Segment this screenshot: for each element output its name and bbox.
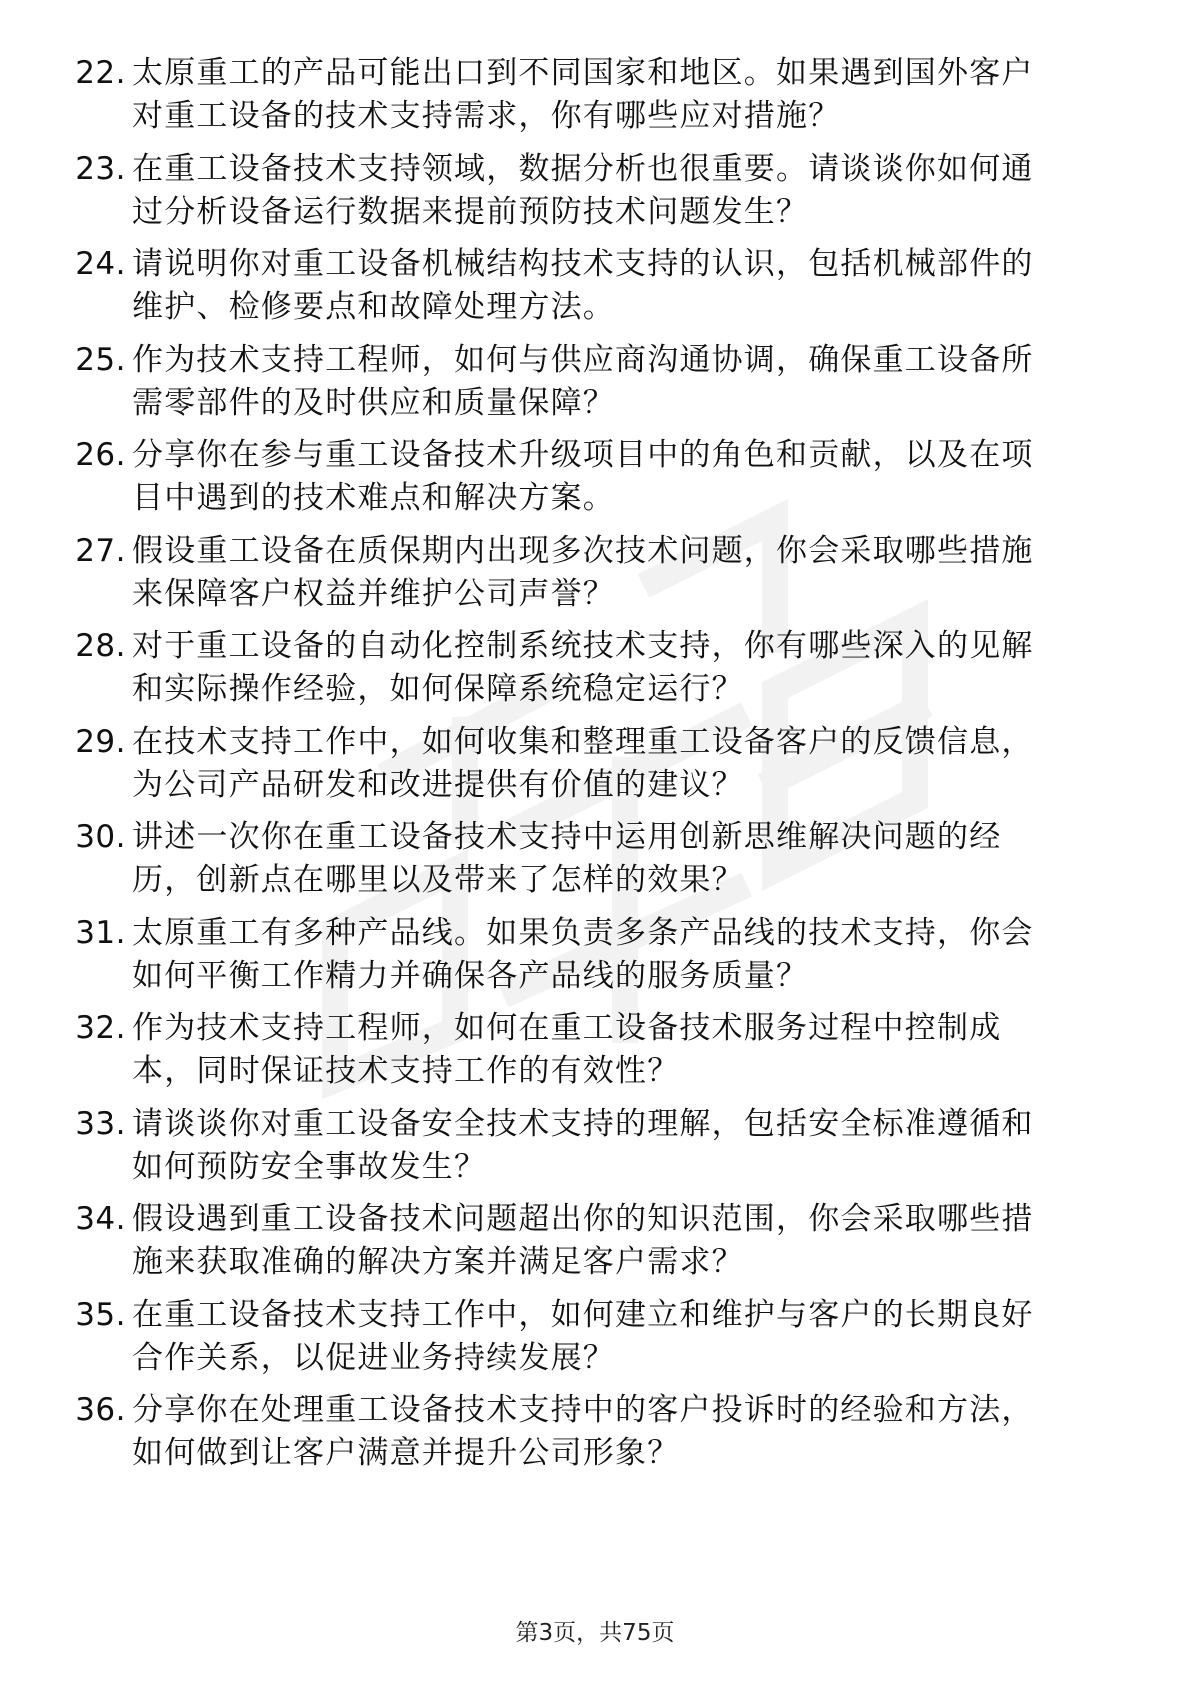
question-text: 讲述一次你在重工设备技术支持中运用创新思维解决问题的经 历，创新点在哪里以及带来了怎样的效果？ [132, 819, 1002, 898]
page-number-footer: 第3页，共75页 [515, 1620, 675, 1646]
question-item-31 [60, 912, 1130, 1008]
question-text: 分享你在参与重工设备技术升级项目中的角色和贡献，以及在项 目中遇到的技术难点和解决方案。 [132, 437, 1034, 516]
question-number: 26. [75, 437, 126, 473]
question-number: 31. [75, 914, 126, 951]
question-text: 请谈谈你对重工设备安全技术支持的理解，包括安全标准遵循和 如何预防安全事故发生？ [132, 1105, 1034, 1185]
question-item-36 [60, 1389, 1130, 1485]
question-item-26 [60, 434, 1130, 530]
question-item-30 [60, 816, 1130, 912]
question-number: 30. [75, 819, 126, 855]
question-number: 32. [75, 1010, 126, 1046]
question-item-23 [60, 148, 1130, 244]
question-number: 29. [75, 723, 126, 760]
question-item-35 [60, 1294, 1130, 1390]
question-number: 28. [75, 628, 126, 664]
question-number: 27. [75, 532, 126, 569]
question-text: 太原重工有多种产品线。如果负责多条产品线的技术支持，你会 如何平衡工作精力并确保各产品线的服务质量？ [132, 914, 1034, 994]
question-number: 22. [75, 55, 126, 91]
question-text: 请说明你对重工设备机械结构技术支持的认识，包括机械部件的 维护、检修要点和故障处理方法。 [132, 246, 1034, 325]
question-text: 假设重工设备在质保期内出现多次技术问题，你会采取哪些措施 来保障客户权益并维护公司声誉？ [132, 532, 1034, 612]
question-text: 分享你在处理重工设备技术支持中的客户投诉时的经验和方法， 如何做到让客户满意并提升公司形象？ [132, 1392, 1034, 1471]
question-item-27 [60, 530, 1130, 626]
question-number: 25. [75, 341, 126, 378]
question-number: 33. [75, 1105, 126, 1142]
question-text: 作为技术支持工程师，如何在重工设备技术服务过程中控制成 本，同时保证技术支持工作的有效性？ [132, 1010, 1002, 1089]
question-text: 作为技术支持工程师，如何与供应商沟通协调，确保重工设备所 需零部件的及时供应和质量保障？ [132, 341, 1034, 421]
question-number: 36. [75, 1392, 126, 1428]
question-item-22 [60, 52, 1130, 148]
question-number: 34. [75, 1201, 126, 1237]
question-item-28 [60, 625, 1130, 721]
question-item-25 [60, 339, 1130, 435]
question-text: 太原重工的产品可能出口到不同国家和地区。如果遇到国外客户 对重工设备的技术支持需求，你有哪些应对措施？ [132, 55, 1034, 134]
question-item-29 [60, 721, 1130, 817]
question-item-32 [60, 1007, 1130, 1103]
question-list [60, 52, 1130, 1485]
question-item-34 [60, 1198, 1130, 1294]
question-number: 35. [75, 1296, 126, 1333]
question-text: 在重工设备技术支持领域，数据分析也很重要。请谈谈你如何通 过分析设备运行数据来提前预防技术问题发生？ [132, 150, 1034, 230]
question-text: 假设遇到重工设备技术问题超出你的知识范围，你会采取哪些措 施来获取准确的解决方案并满足客户需求？ [132, 1201, 1034, 1280]
question-text: 在重工设备技术支持工作中，如何建立和维护与客户的长期良好 合作关系，以促进业务持续发展？ [132, 1296, 1034, 1376]
question-number: 24. [75, 246, 126, 282]
question-number: 23. [75, 150, 126, 187]
question-text: 对于重工设备的自动化控制系统技术支持，你有哪些深入的见解 和实际操作经验，如何保障系统稳定运行？ [132, 628, 1034, 707]
question-item-24 [60, 243, 1130, 339]
question-text: 在技术支持工作中，如何收集和整理重工设备客户的反馈信息， 为公司产品研发和改进提供有价值的建议？ [132, 723, 1034, 803]
question-item-33 [60, 1103, 1130, 1199]
